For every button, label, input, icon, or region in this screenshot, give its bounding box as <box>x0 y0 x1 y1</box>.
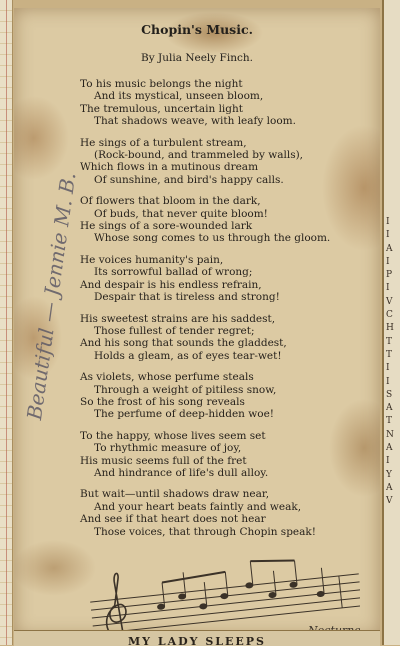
right-page-letter: T <box>386 416 393 427</box>
right-page-letter: I <box>386 363 390 374</box>
next-article-strip <box>14 630 380 646</box>
poem-stanza <box>80 430 380 480</box>
right-page-letter: A <box>386 443 393 454</box>
poem-line: Of sunshine, and bird's happy calls. <box>94 173 284 186</box>
poem-line: Through a weight of pitiless snow, <box>94 383 277 396</box>
poem-stanza <box>80 78 380 128</box>
right-page-letter: I <box>386 217 390 227</box>
poem-stanza <box>80 137 380 187</box>
poem-line: Its sorrowful ballad of wrong; <box>94 266 253 279</box>
next-article-heading: MY LADY SLEEPS <box>127 635 266 646</box>
right-page-letter: I <box>386 376 390 387</box>
poem-line: Of buds, that never quite bloom! <box>94 207 268 220</box>
poem-line: The tremulous, uncertain light <box>80 102 243 115</box>
poem-line: He sings of a sore-wounded lark <box>80 220 253 233</box>
poem-line: To rhythmic measure of joy, <box>94 442 242 455</box>
poem-line: And his song that sounds the gladdest, <box>80 337 287 350</box>
poem-line: To his music belongs the night <box>80 78 243 90</box>
poem-line: So the frost of his song reveals <box>80 395 245 408</box>
right-page-letter: I <box>386 283 390 294</box>
poem-stanza <box>80 488 380 538</box>
right-page-letter: I <box>386 230 390 241</box>
poem-line: (Rock-bound, and trammeled by walls), <box>94 149 304 162</box>
poem-line: Despair that is tireless and strong! <box>94 291 280 304</box>
poem-line: The perfume of deep-hidden woe! <box>94 408 275 421</box>
poem-stanza <box>80 254 380 304</box>
right-page-letter: V <box>386 296 393 307</box>
poem-stanza <box>80 195 380 245</box>
poem-line: He sings of a turbulent stream, <box>80 136 247 149</box>
treble-clef-icon <box>102 573 130 638</box>
right-page-letter: T <box>386 336 393 347</box>
poem-title: Chopin's Music. <box>141 22 253 37</box>
handwritten-margin-note: Beautiful — Jennie M. B. <box>22 170 81 422</box>
poem-line: His music seems full of the fret <box>80 454 247 467</box>
ledger-margin-rule <box>6 0 7 645</box>
right-page-letter: I <box>386 256 390 267</box>
newspaper-clipping <box>14 8 380 636</box>
music-staff-sketch <box>90 548 360 638</box>
poem-line: That shadows weave, with leafy loom. <box>94 115 296 128</box>
poem-line: And its mystical, unseen bloom, <box>94 90 264 103</box>
poem-body <box>80 78 380 547</box>
ledger-page <box>0 0 13 645</box>
poem-line: And hindrance of life's dull alloy. <box>94 466 269 479</box>
poem-line: As violets, whose perfume steals <box>80 371 254 384</box>
right-page-letter: V <box>386 496 393 507</box>
poem-line: Which flows in a mutinous dream <box>80 161 259 174</box>
right-page-letter: A <box>386 482 393 493</box>
poem-stanza <box>80 371 380 421</box>
poem-byline: By Julia Neely Finch. <box>141 52 253 64</box>
poem-line: And your heart beats faintly and weak, <box>94 500 302 513</box>
right-page-letter: S <box>386 389 393 400</box>
right-page-letter: T <box>386 349 393 360</box>
poem-line: Whose song comes to us through the gloom. <box>94 232 331 245</box>
poem-line: But wait—until shadows draw near, <box>80 488 270 501</box>
poem-stanza <box>80 313 380 363</box>
poem-line: Those fullest of tender regret; <box>94 324 255 337</box>
poem-line: Those voices, that through Chopin speak! <box>94 525 316 538</box>
poem-line: And despair is his endless refrain, <box>80 278 262 291</box>
music-notes <box>154 552 342 627</box>
right-page-letter: N <box>386 429 394 440</box>
poem-line: Of flowers that bloom in the dark, <box>80 195 261 208</box>
right-page-text-column <box>386 216 400 509</box>
poem-line: His sweetest strains are his saddest, <box>80 312 276 325</box>
poem-line: To the happy, whose lives seem set <box>80 429 266 442</box>
right-page-letter: Y <box>386 469 392 480</box>
right-page-letter: C <box>386 310 393 321</box>
right-page-letter: I <box>386 456 390 467</box>
poem-line: He voices humanity's pain, <box>80 253 224 266</box>
right-page-letter: A <box>386 243 393 254</box>
right-page-letter: H <box>386 323 394 334</box>
poem-line: And see if that heart does not hear <box>80 513 266 526</box>
right-page-letter: A <box>386 403 393 414</box>
poem-line: Holds a gleam, as of eyes tear-wet! <box>94 349 282 362</box>
right-page-letter: P <box>386 270 393 281</box>
